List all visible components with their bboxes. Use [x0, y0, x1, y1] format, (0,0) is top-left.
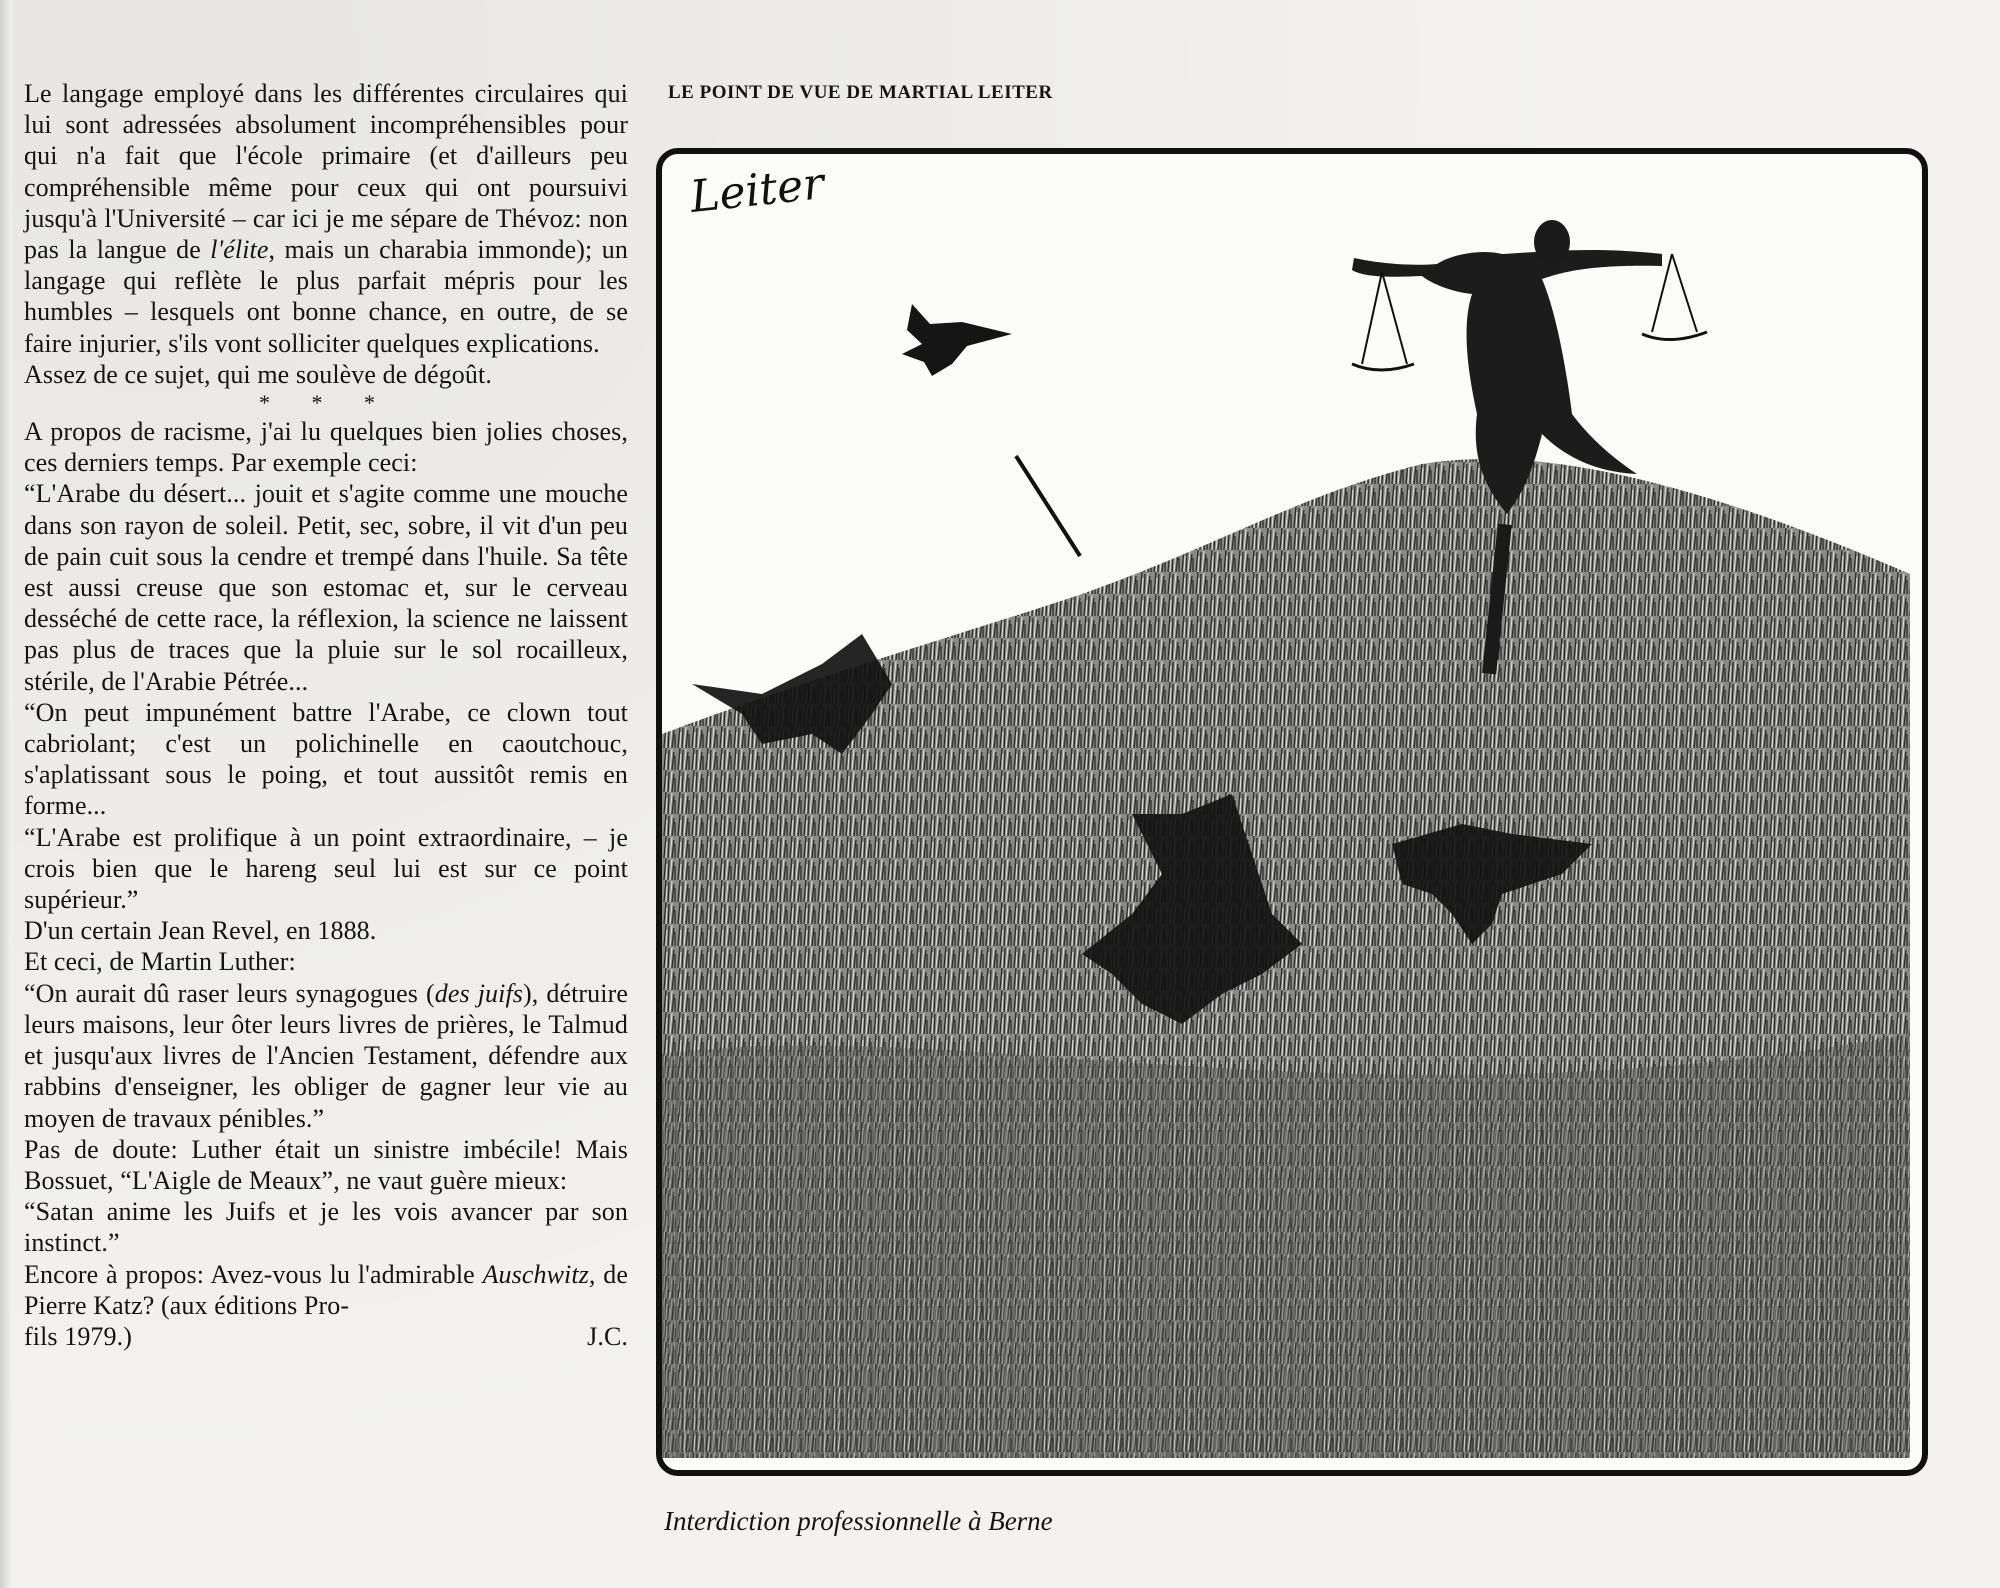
author-signature: J.C. [587, 1321, 628, 1351]
italic-phrase: Auschwitz, [482, 1259, 596, 1289]
quote-text: “On aurait dû raser leurs synagogues ( [24, 978, 435, 1008]
article-text-column [24, 78, 628, 1352]
closing-last-line: fils 1979.) [24, 1321, 132, 1351]
italic-phrase: l'élite [210, 235, 269, 265]
cartoon-illustration [662, 154, 1910, 1458]
quote-paragraph: “Satan anime les Juifs et je les vois avancer par son instinct.” [24, 1197, 628, 1258]
stick [1016, 456, 1080, 556]
italic-phrase: des juifs [434, 978, 523, 1008]
quote-paragraph: “L'Arabe est prolifique à un point extraordinaire, – je crois bien que le hareng seul lui est sur ce point supérieur.” [24, 822, 628, 915]
article-paragraph: Assez de ce sujet, qui me soulève de dégoût. [24, 359, 492, 389]
cartoon-header: LE POINT DE VUE DE MARTIAL LEITER [668, 82, 1053, 103]
section-separator: * * * [259, 390, 393, 416]
paragraph-text: , mais un charabia immonde); un langage qui reflète le plus parfait mépris pour les humbles – lesquels ont bonne chance, en outre, de se faire injurier, s'ils vont solliciter quelques explications. [24, 235, 628, 358]
flying-bird-icon [902, 304, 1012, 376]
attribution-line: D'un certain Jean Revel, en 1888. [24, 916, 377, 946]
cartoon-caption: Interdiction professionnelle à Berne [664, 1506, 1053, 1536]
signoff-row [24, 1321, 628, 1352]
artist-signature: Leiter [687, 158, 827, 223]
article-paragraph [24, 78, 628, 359]
cartoon-frame [656, 148, 1928, 1476]
scan-gutter-shadow [0, 0, 12, 1588]
quote-text: ), détruire leurs maisons, leur ôter leurs livres de prières, le Talmud et jusqu'aux livres de l'Ancien Testament, défendre aux rabbins d'enseigner, les obliger de gagner leur vie au moyen de travaux pénibles.” [24, 978, 628, 1133]
article-paragraph: Pas de doute: Luther était un sinistre imbécile! Mais Bossuet, “L'Aigle de Meaux”, ne vaut guère mieux: [24, 1134, 628, 1195]
paragraph-text: Le langage employé dans les différentes circulaires qui lui sont adressées absolument incompréhensibles pour qui n'a fait que l'école primaire (et d'ailleurs peu compréhensible même pour ceux qui ont poursuivi jusqu'à l'Université – car ici je me sépare de Thévoz: non pas la langue de [24, 79, 628, 265]
hill-shading [662, 1034, 1910, 1458]
article-paragraph [24, 1259, 628, 1321]
article-paragraph: A propos de racisme, j'ai lu quelques bien jolies choses, ces derniers temps. Par exemple ceci: [24, 417, 628, 478]
quote-paragraph [24, 978, 628, 1134]
article-paragraph: Et ceci, de Martin Luther: [24, 947, 296, 977]
paragraph-text: de Pierre Katz? (aux éditions Pro- [24, 1259, 629, 1320]
paragraph-text: Encore à propos: Avez-vous lu l'admirable [24, 1259, 475, 1289]
quote-paragraph: “On peut impunément battre l'Arabe, ce clown tout cabriolant; c'est un polichinelle en caoutchouc, s'aplatissant sous le poing, et tout aussitôt remis en forme... [24, 697, 628, 821]
quote-paragraph: “L'Arabe du désert... jouit et s'agite comme une mouche dans son rayon de soleil. Petit, sec, sobre, il vit d'un peu de pain cuit sous la cendre et trempé dans l'huile. Sa tête est aussi creuse que son estomac et, sur le cerveau desséché de cette race, la réflexion, la science ne laissent pas plus de traces que la pluie sur le sol rocailleux, stérile, de l'Arabie Pétrée... [24, 479, 628, 696]
